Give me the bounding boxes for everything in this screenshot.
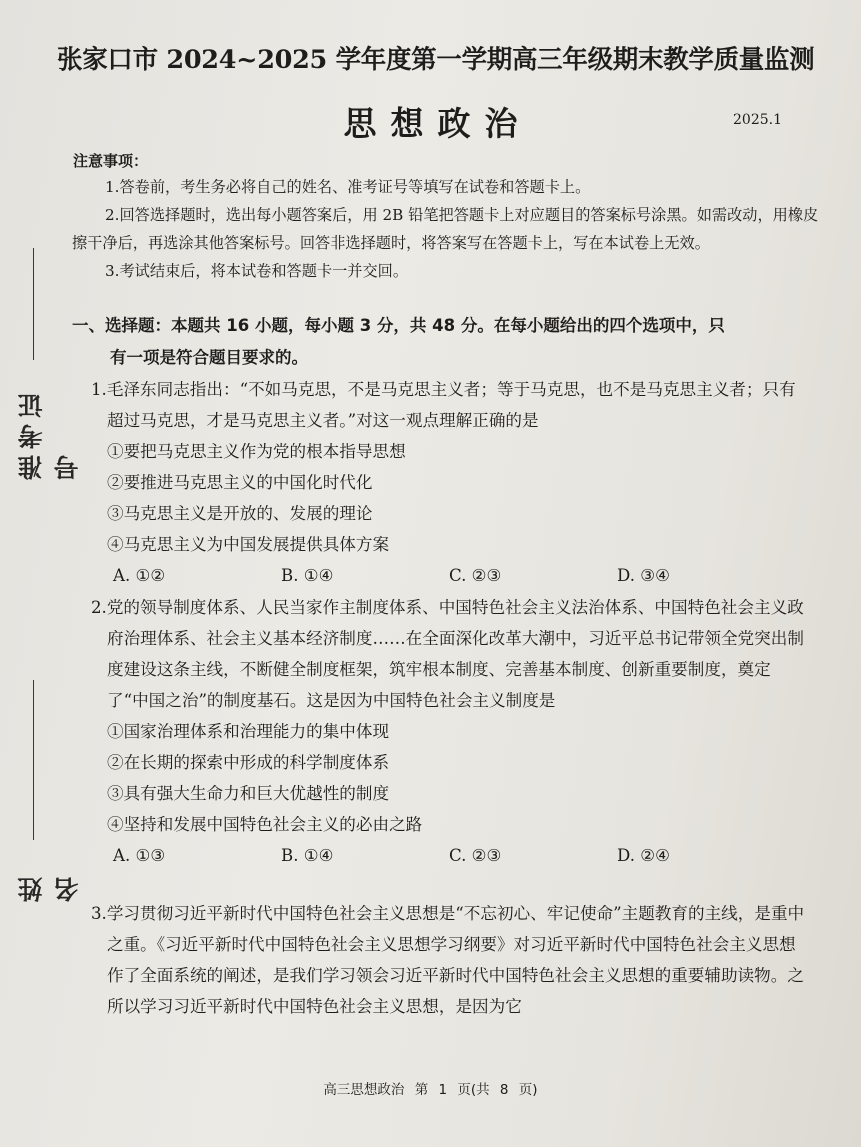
subject-title: 思想政治 (343, 104, 532, 143)
statement: ①国家治理体系和治理能力的集中体现 (107, 722, 390, 741)
option-c: C. ②③ (449, 846, 502, 865)
note-item: 1.答卷前，考生务必将自己的姓名、准考证号等填写在试卷和答题卡上。 (105, 178, 591, 196)
statement: ①要把马克思主义作为党的根本指导思想 (107, 442, 406, 461)
answer-options (91, 560, 811, 591)
section-heading (72, 310, 812, 374)
note-item: 2.回答选择题时，选出每小题答案后，用 2B 铅笔把答题卡上对应题目的答案标号涂黑。如需改动，用橡皮擦干净后，再选涂其他答案标号。回答非选择题时，将答案写在答题卡上，写在本试卷上无效。 (72, 206, 819, 252)
option-a: A. ①③ (113, 846, 166, 865)
page-footer: 高三思想政治 第 1 页(共 8 页) (323, 1082, 538, 1098)
note-item: 3.考试结束后，将本试卷和答题卡一并交回。 (105, 262, 409, 280)
statement: ④坚持和发展中国特色社会主义的必由之路 (107, 815, 423, 834)
statement: ②在长期的探索中形成的科学制度体系 (107, 753, 390, 772)
question-stem: 1.毛泽东同志指出：“不如马克思，不是马克思主义者；等于马克思，也不是马克思主义者；只有超过马克思，才是马克思主义者。”对这一观点理解正确的是 (91, 380, 796, 430)
statement: ③具有强大生命力和巨大优越性的制度 (107, 784, 390, 803)
exam-title: 张家口市 2024~2025 学年度第一学期高三年级期末教学质量监测 (57, 45, 815, 75)
option-c: C. ②③ (449, 566, 502, 585)
notes-title: 注意事项： (73, 152, 149, 170)
option-b: B. ①④ (281, 846, 334, 865)
answer-options (91, 840, 811, 871)
section-heading-line1: 一、选择题：本题共 16 小题，每小题 3 分，共 48 分。在每小题给出的四个选项中，只 (72, 316, 725, 335)
option-d: D. ②④ (617, 846, 671, 865)
option-b: B. ①④ (281, 566, 334, 585)
exam-date: 2025.1 (733, 112, 782, 128)
question-stem: 2.党的领导制度体系、人民当家作主制度体系、中国特色社会主义法治体系、中国特色社会主义政府治理体系、社会主义基本经济制度……在全面深化改革大潮中，习近平总书记带领全党突出制度建设这条主线，不断健全制度框架，筑牢根本制度、完善基本制度、创新重要制度，奠定了“中国之治”的制度基石。这是因为中国特色社会主义制度是 (91, 598, 804, 710)
section-heading-line2: 有一项是符合题目要求的。 (110, 348, 308, 367)
name-label: 姓名 (17, 871, 82, 902)
statement: ③马克思主义是开放的、发展的理论 (107, 504, 373, 523)
exam-number-line (33, 248, 34, 360)
question-stem: 3.学习贯彻习近平新时代中国特色社会主义思想是“不忘初心、牢记使命”主题教育的主线，是重中之重。《习近平新时代中国特色社会主义思想学习纲要》对习近平新时代中国特色社会主义思想作了全面系统的阐述，是我们学习领会习近平新时代中国特色社会主义思想的重要辅助读物。之所以学习习近平新时代中国特色社会主义思想，是因为它 (91, 904, 805, 1016)
exam-number-label: 准考证号 (17, 387, 82, 480)
question-2 (91, 592, 811, 871)
question-1 (91, 374, 811, 591)
question-3 (91, 898, 811, 1022)
name-line (33, 680, 34, 840)
statement: ④马克思主义为中国发展提供具体方案 (107, 535, 390, 554)
statement: ②要推进马克思主义的中国化时代化 (107, 473, 373, 492)
option-d: D. ③④ (617, 566, 671, 585)
notes-list (72, 173, 823, 285)
option-a: A. ①② (113, 566, 166, 585)
